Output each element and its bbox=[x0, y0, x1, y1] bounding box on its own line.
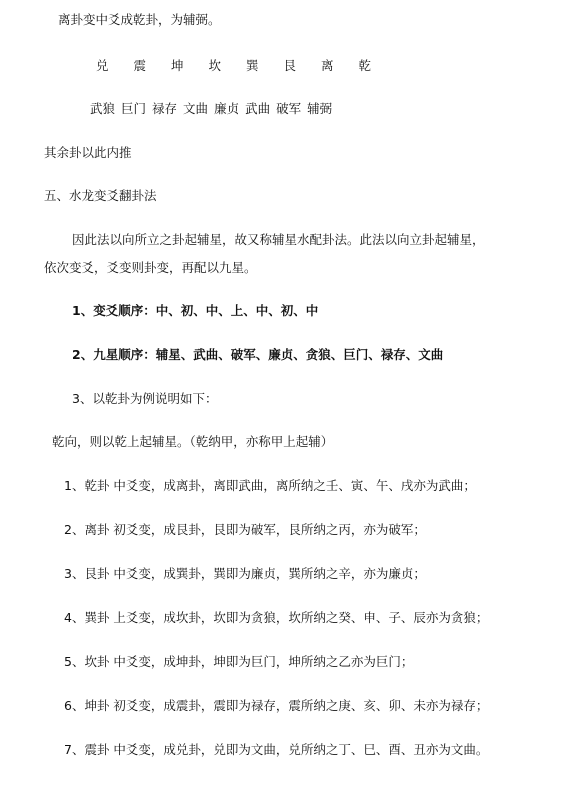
trigram-kan: 坎 bbox=[208, 58, 222, 73]
star-name: 巨门 bbox=[121, 101, 147, 116]
list-item: 1、乾卦 中爻变，成离卦，离即武曲，离所纳之壬、寅、午、戌亦为武曲； bbox=[64, 478, 476, 493]
list-item: 2、离卦 初爻变，成艮卦，艮即为破军，艮所纳之丙，亦为破军； bbox=[64, 522, 426, 537]
star-name: 武狼 bbox=[90, 101, 116, 116]
star-name: 辅弼 bbox=[307, 101, 333, 116]
trigram-kun: 坤 bbox=[171, 58, 184, 73]
list-item: 5、坎卦 中爻变，成坤卦，坤即为巨门，坤所纳之乙亦为巨门； bbox=[64, 654, 414, 669]
paragraph-line: 依次变爻，爻变则卦变，再配以九星。 bbox=[44, 260, 257, 275]
star-name: 禄存 bbox=[152, 101, 178, 116]
list-item: 3、艮卦 中爻变，成巽卦，巽即为廉贞，巽所纳之辛，亦为廉贞； bbox=[64, 566, 426, 581]
star-name: 文曲 bbox=[183, 101, 209, 116]
list-item: 4、巽卦 上爻变，成坎卦，坎即为贪狼，坎所纳之癸、申、子、辰亦为贪狼； bbox=[64, 610, 489, 625]
list-item: 7、震卦 中爻变，成兑卦，兑即为文曲，兑所纳之丁、巳、酉、丑亦为文曲。 bbox=[64, 742, 489, 757]
text-line: 乾向，则以乾上起辅星。（乾纳甲，亦称甲上起辅） bbox=[52, 434, 334, 449]
trigram-li: 离 bbox=[321, 58, 334, 73]
list-item: 3、以乾卦为例说明如下： bbox=[72, 391, 218, 406]
star-name: 武曲 bbox=[245, 101, 271, 116]
trigram-zhen: 震 bbox=[133, 58, 147, 73]
star-row bbox=[90, 101, 338, 117]
list-item-bold: 2、九星顺序：辅星、武曲、破军、廉贞、贪狼、巨门、禄存、文曲 bbox=[72, 347, 444, 362]
list-item: 6、坤卦 初爻变，成震卦，震即为禄存，震所纳之庚、亥、卯、未亦为禄存； bbox=[64, 698, 489, 713]
trigram-qian: 乾 bbox=[358, 58, 372, 73]
star-name: 破军 bbox=[276, 101, 302, 116]
trigram-row bbox=[96, 58, 396, 74]
trigram-xun: 巽 bbox=[246, 58, 259, 73]
text-line: 离卦变中爻成乾卦，为辅弼。 bbox=[58, 12, 221, 27]
text-line: 其余卦以此内推 bbox=[44, 145, 132, 160]
section-heading: 五、水龙变爻翻卦法 bbox=[44, 188, 157, 203]
trigram-dui: 兑 bbox=[96, 58, 109, 73]
paragraph-line: 因此法以向所立之卦起辅星，故又称辅星水配卦法。此法以向立卦起辅星， bbox=[72, 232, 485, 247]
star-name: 廉贞 bbox=[214, 101, 240, 116]
list-item-bold: 1、变爻顺序：中、初、中、上、中、初、中 bbox=[72, 303, 319, 318]
trigram-gen: 艮 bbox=[283, 58, 297, 73]
